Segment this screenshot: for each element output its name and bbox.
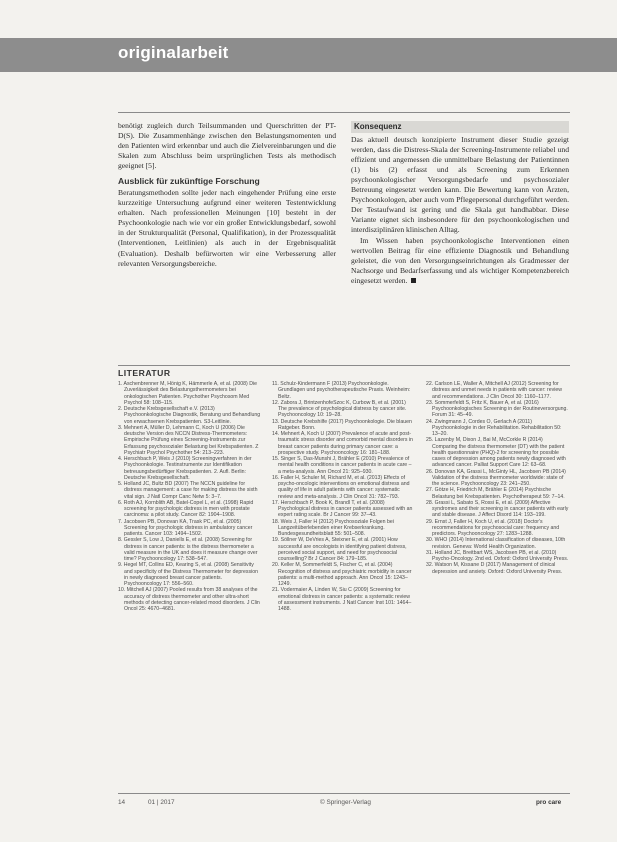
- reference-entry: 8. Gessler S, Low J, Daniells E, et al. (2008) Screening for distress in cancer patients: is the distress thermometer a valid measure in the UK and does it measure change over time? Psychooncology 17: 538–547.: [118, 537, 258, 562]
- reference-entry: 9. Hegel MT, Collins ED, Kearing S, et al. (2008) Sensitivity and specificity of the Distress Thermometer for depression in newly diagnosed breast cancer patients. Psychooncology 17: 556–560.: [118, 562, 258, 587]
- reference-entry: 16. Faller H, Schuler M, Richard M, et al. (2013) Effects of psycho-oncologic interventions on emotional distress and quality of life in adult patients with cancer: systematic review and meta-analysis. J Clin Oncol 31: 782–793.: [272, 474, 410, 500]
- reference-entry: 28. Grassi L, Sabato S, Rossi E, et al. (2009) Affective syndromes and their screening in cancer patients with early and stable disease. J Affect Disord 114: 193–199.: [426, 499, 569, 519]
- right-text-column: [351, 121, 569, 286]
- reference-entry: 25. Lazenby M, Dixon J, Bai M, McCorkle R (2014) Comparing the distress thermometer (DT) with the patient health questionnaire (PHQ)-2 for screening for possible cases of depression among patients newly diagnosed with advanced cancer. Palliat Support Care 12: 63–68.: [426, 437, 566, 469]
- reference-entry: 26. Donovan KA, Grassi L, McGinty HL, Jacobsen PB (2014) Validation of the distress thermometer worldwide: state of the science. Psychooncology 23: 241–250.: [426, 468, 566, 487]
- reference-entry: 4. Herschbach P, Weis J (2010) Screeningverfahren in der Psychoonkologie. Testinstrumente zur Identifikation betreuungsbedürftiger Krebspatienten. 2. Aufl. Berlin: Deutsche Krebsgesellschaft.: [118, 456, 252, 481]
- reference-entry: 1. Aschenbrenner M, Hönig K, Hämmerle A, et al. (2008) Die Zuverlässigkeit des Belastungsthermometers bei onkologischen Patienten. Psychother Psychosom Med Psychol 58: 108–115.: [118, 381, 257, 406]
- section-header-band: [0, 38, 617, 72]
- consequence-paragraph-2-text: Im Wissen haben psychoonkologische Interventionen einen wertvollen Beitrag für eine effiziente Diagnostik und Behandlung geleistet, die von den Versorgungseinrichtungen als Gradmesser der Nachsorge und Bedarfserfassung und als wichtiger Kompetenzbereich eingesetzt werden.: [351, 235, 569, 285]
- reference-entry: 7. Jacobsen PB, Donovan KA, Trask PC, et al. (2005) Screening for psychologic distress in ambulatory cancer patients. Cancer 103: 1494–1502.: [118, 518, 253, 537]
- references-column-1: [118, 381, 261, 612]
- reference-entry: 23. Sommerfeldt S, Fritz K, Bauer A, et al. (2016) Psychoonkologisches Screening in der Routineversorgung. Forum 31: 45–49.: [426, 399, 568, 419]
- footer-rule: [118, 793, 570, 794]
- references-column-2: [272, 381, 415, 612]
- reference-entry: 11. Schulz-Kindermann F (2013) Psychoonkologie. Grundlagen und psychotherapeutische Praxis. Weinheim: Beltz.: [272, 381, 411, 400]
- intro-paragraph: benötigt zugleich durch Teilsummanden und Querschritten der PT-D(S). Die Zusammenhänge zwischen den Belastungsmomenten und den Patienten wird erkennbar und auch die Zielvereinbarungen und die Skalen zum Abschluss beim ursprünglichen Tests als methodisch geeignet [5].: [118, 121, 336, 171]
- publisher: © Springer-Verlag: [320, 799, 371, 806]
- consequence-paragraph-2: [351, 236, 569, 286]
- consequence-heading: Konsequenz: [351, 121, 569, 133]
- reference-entry: 13. Deutsche Krebshilfe (2017) Psychoonkologie. Die blauen Ratgeber. Bonn.: [272, 418, 412, 431]
- reference-entry: 17. Herschbach P, Book K, Brandl T, et al. (2008) Psychological distress in cancer patients assessed with an expert rating scale. Br J Cancer 99: 37–43.: [272, 499, 413, 519]
- reference-entry: 6. Roth AJ, Kornblith AB, Batel-Copel L, et al. (1998) Rapid screening for psychologic distress in men with prostate carcinoma: a pilot study. Cancer 82: 1904–1908.: [118, 499, 254, 519]
- reference-entry: 32. Watson M, Kissane D (2017) Management of clinical depression and anxiety. Oxford: Oxford University Press.: [426, 562, 563, 575]
- journal-name: pro care: [536, 799, 562, 806]
- literature-heading: LITERATUR: [118, 368, 171, 378]
- reference-entry: 31. Holland JC, Breitbart WS, Jacobsen PB, et al. (2010) Psycho-Oncology. 2nd ed. Oxford: Oxford University Press.: [426, 549, 569, 562]
- reference-entry: 20. Keller M, Sommerfeldt S, Fischer C, et al. (2004) Recognition of distress and psychiatric morbidity in cancer patients: a multi-method approach. Ann Oncol 15: 1243–1249.: [272, 562, 412, 587]
- left-text-column: [118, 121, 336, 269]
- reference-entry: 3. Mehnert A, Müller D, Lehmann C, Koch U (2006) Die deutsche Version des NCCN Distress-Thermometers: Empirische Prüfung eines Screening-Instruments zur Erfassung psychosozialer Belastung bei Krebspatienten. Z Psychiatr Psychol Psychother 54: 213–223.: [118, 424, 259, 456]
- reference-entry: 2. Deutsche Krebsgesellschaft e.V. (2013) Psychoonkologische Diagnostik, Beratung und Behandlung von erwachsenen Krebspatienten. S3-Leitlinie.: [118, 406, 261, 425]
- issue-date: 01 | 2017: [148, 799, 175, 806]
- top-rule: [118, 112, 570, 113]
- outlook-heading: Ausblick für zukünftige Forschung: [118, 176, 260, 187]
- reference-entry: 12. Zabora J, BrintzenhofeSzoc K, Curbow B, et al. (2001) The prevalence of psychological distress by cancer site. Psychooncology 10: 19–28.: [272, 399, 407, 419]
- outlook-paragraph: Beratungsmethoden sollte jeder nach eingehender Prüfung eine erste kurzzeitige Untersuchung aufgrund einer weiteren Testentwicklung erhalten. Nach professionellen Meinungen [10] besteht in der Psychoonkologie nach wie vor ein großer Entwicklungsbedarf, sowohl in der Strukturqualität (Personal, Qualifikation), in der Prozessqualität (Interventionen, Leitlinien) als auch in der Ergebnisqualität (Evaluation). Deshalb befürworten wir eine Verbesserung aller relevanten Versorgungsbereiche.: [118, 188, 336, 268]
- reference-entry: 22. Carlson LE, Waller A, Mitchell AJ (2012) Screening for distress and unmet needs in patients with cancer: review and recommendations. J Clin Oncol 30: 1160–1177.: [426, 381, 563, 400]
- section-label: originalarbeit: [118, 43, 229, 62]
- page-number: 14: [118, 799, 126, 806]
- reference-entry: 14. Mehnert A, Koch U (2007) Prevalence of acute and post-traumatic stress disorder and comorbid mental disorders in breast cancer patients during primary cancer care: a prospective study. Psychooncology 16: 181–188.: [272, 431, 413, 456]
- reference-entry: 10. Mitchell AJ (2007) Pooled results from 38 analyses of the accuracy of distress thermometer and other ultra-short methods of detecting cancer-related mood disorders. J Clin Oncol 25: 4670–4681.: [118, 587, 260, 612]
- end-of-article-mark: [411, 278, 416, 283]
- reference-entry: 5. Holland JC, Bultz BD (2007) The NCCN guideline for distress management: a case for making distress the sixth vital sign. J Natl Compr Canc Netw 5: 3–7.: [118, 481, 258, 500]
- reference-entry: 24. Zwingmann J, Cordes O, Gerlach A (2011) Psychoonkologie in der Rehabilitation. Rehabilitation 50: 13–20.: [426, 418, 562, 437]
- reference-entry: 29. Ernst J, Faller H, Koch U, et al. (2018) Doctor's recommendations for psychosocial care: frequency and predictors. Psychooncology 27: 1283–1288.: [426, 518, 560, 537]
- reference-entry: 18. Weis J, Faller H (2012) Psychosoziale Folgen bei Langzeitüberlebenden einer Krebserkrankung. Bundesgesundheitsblatt 55: 501–508.: [272, 518, 394, 537]
- reference-entry: 15. Singer S, Das-Munshi J, Brähler E (2010) Prevalence of mental health conditions in cancer patients in acute care – a meta-analysis. Ann Oncol 21: 925–930.: [272, 456, 412, 475]
- reference-entry: 19. Söllner W, DeVries A, Steixner E, et al. (2001) How successful are oncologists in identifying patient distress, perceived social support, and need for psychosocial counselling? Br J Cancer 84: 179–185.: [272, 537, 407, 562]
- literature-rule: [118, 365, 570, 366]
- reference-entry: 30. WHO (2014) International classification of diseases, 10th revision. Geneva: World Health Organization.: [426, 537, 566, 550]
- reference-entry: 27. Götze H, Friedrich M, Brähler E (2014) Psychische Belastung bei Krebspatienten. Psychotherapeut 59: 7–14.: [426, 487, 565, 500]
- reference-entry: 21. Vodermaier A, Linden W, Siu C (2009) Screening for emotional distress in cancer patients: a systematic review of assessment instruments. J Natl Cancer Inst 101: 1464–1488.: [272, 587, 412, 612]
- consequence-paragraph-1: Das aktuell deutsch konzipierte Instrument dieser Studie gezeigt werden, dass die Distress-Skala der Screening-Instrumente reliabel und effizient und angemessen die unmittelbare Belastung der Patientinnen (1) bis (2) erfasst und als Screening zum Erkennen psychoonkologischer Versorgungsbedarfe und psychosozialer Betreuung eingesetzt werden kann. Die Bewertung kann von Ärzten, Psychoonkologen, aber auch vom Pflegepersonal durchgeführt werden. Der Testaufwand ist gering und die Skala gut handhabbar. Diese Variante eignet sich insbesondere für den psychoonkologischen und interdisziplinären klinischen Alltag.: [351, 135, 569, 235]
- references-column-3: [426, 381, 569, 575]
